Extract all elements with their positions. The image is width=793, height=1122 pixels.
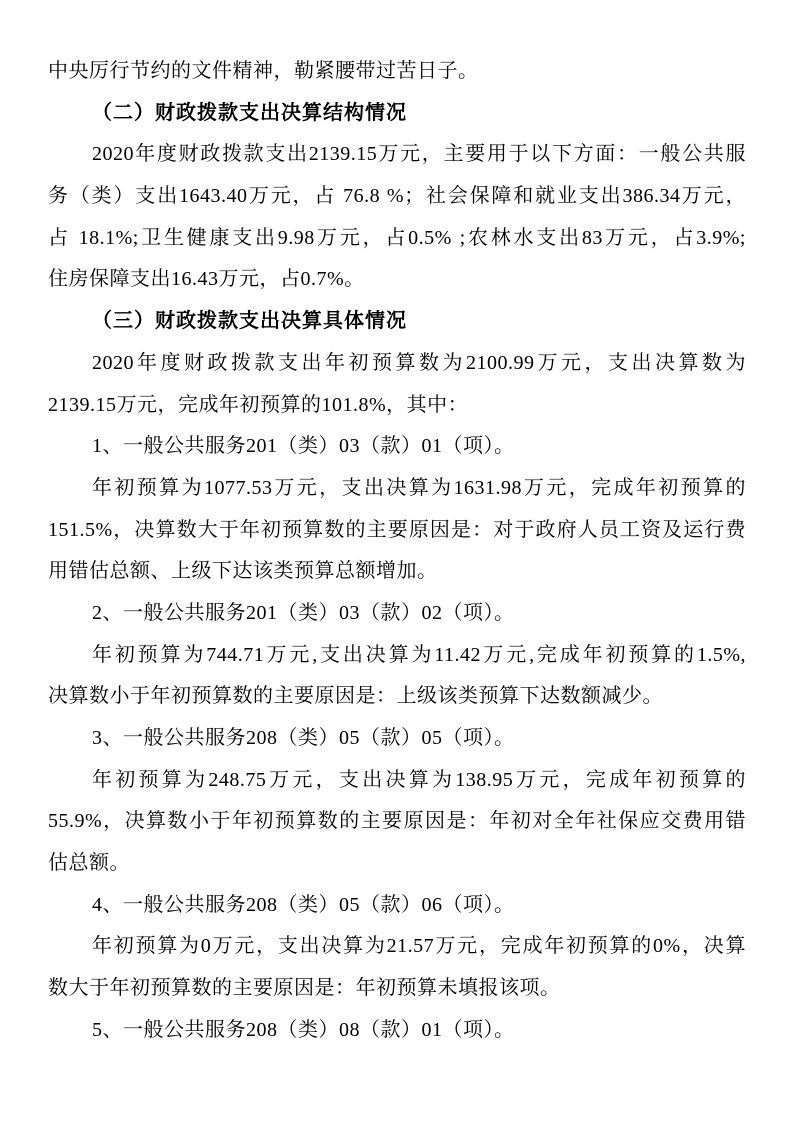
document-content xyxy=(48,51,746,1052)
body-line: 数大于年初预算数的主要原因是：年初预算未填报该项。 xyxy=(48,977,561,1000)
body-line: 务（类）支出1643.40万元，占 76.8 %；社会保障和就业支出386.34万元， xyxy=(48,185,746,208)
body-line: 年初预算为248.75万元，支出决算为138.95万元，完成年初预算的 xyxy=(92,768,746,791)
body-line: 55.9%，决算数小于年初预算数的主要原因是：年初对全年社保应交费用错 xyxy=(48,810,746,833)
body-line: 2020年度财政拨款支出2139.15万元，主要用于以下方面：一般公共服 xyxy=(92,143,746,166)
body-line: 用错估总额、上级下达该类预算总额增加。 xyxy=(48,560,438,583)
body-line: 年初预算为0万元，支出决算为21.57万元，完成年初预算的0%，决算 xyxy=(92,935,746,958)
list-item-5: 5、一般公共服务208（类）08（款）01（项）。 xyxy=(92,1018,515,1041)
list-item-1: 1、一般公共服务201（类）03（款）01（项）。 xyxy=(92,435,515,458)
body-line: 决算数小于年初预算数的主要原因是：上级该类预算下达数额减少。 xyxy=(48,685,663,708)
body-line: 2139.15万元，完成年初预算的101.8%，其中： xyxy=(48,393,469,416)
body-line: 占 18.1%;卫生健康支出9.98万元，占0.5% ;农林水支出83万元，占3.9%; xyxy=(48,226,746,249)
list-item-3: 3、一般公共服务208（类）05（款）05（项）。 xyxy=(92,727,515,749)
section-heading-3: （三）财政拨款支出决算具体情况 xyxy=(92,310,407,333)
section-heading-2: （二）财政拨款支出决算结构情况 xyxy=(92,101,407,124)
body-line: 2020年度财政拨款支出年初预算数为2100.99万元，支出决算数为 xyxy=(92,351,746,374)
body-line: 估总额。 xyxy=(48,852,130,875)
body-line: 中央厉行节约的文件精神，勒紧腰带过苦日子。 xyxy=(48,60,479,82)
body-line: 住房保障支出16.43万元，占0.7%。 xyxy=(48,268,365,291)
list-item-4: 4、一般公共服务208（类）05（款）06（项）。 xyxy=(92,893,515,916)
list-item-2: 2、一般公共服务201（类）03（款）02（项）。 xyxy=(92,601,515,624)
body-line: 151.5%，决算数大于年初预算数的主要原因是：对于政府人员工资及运行费 xyxy=(48,518,746,541)
body-line: 年初预算为1077.53万元，支出决算为1631.98万元，完成年初预算的 xyxy=(92,476,746,499)
body-line: 年初预算为744.71万元,支出决算为11.42万元,完成年初预算的1.5%, xyxy=(92,643,746,666)
